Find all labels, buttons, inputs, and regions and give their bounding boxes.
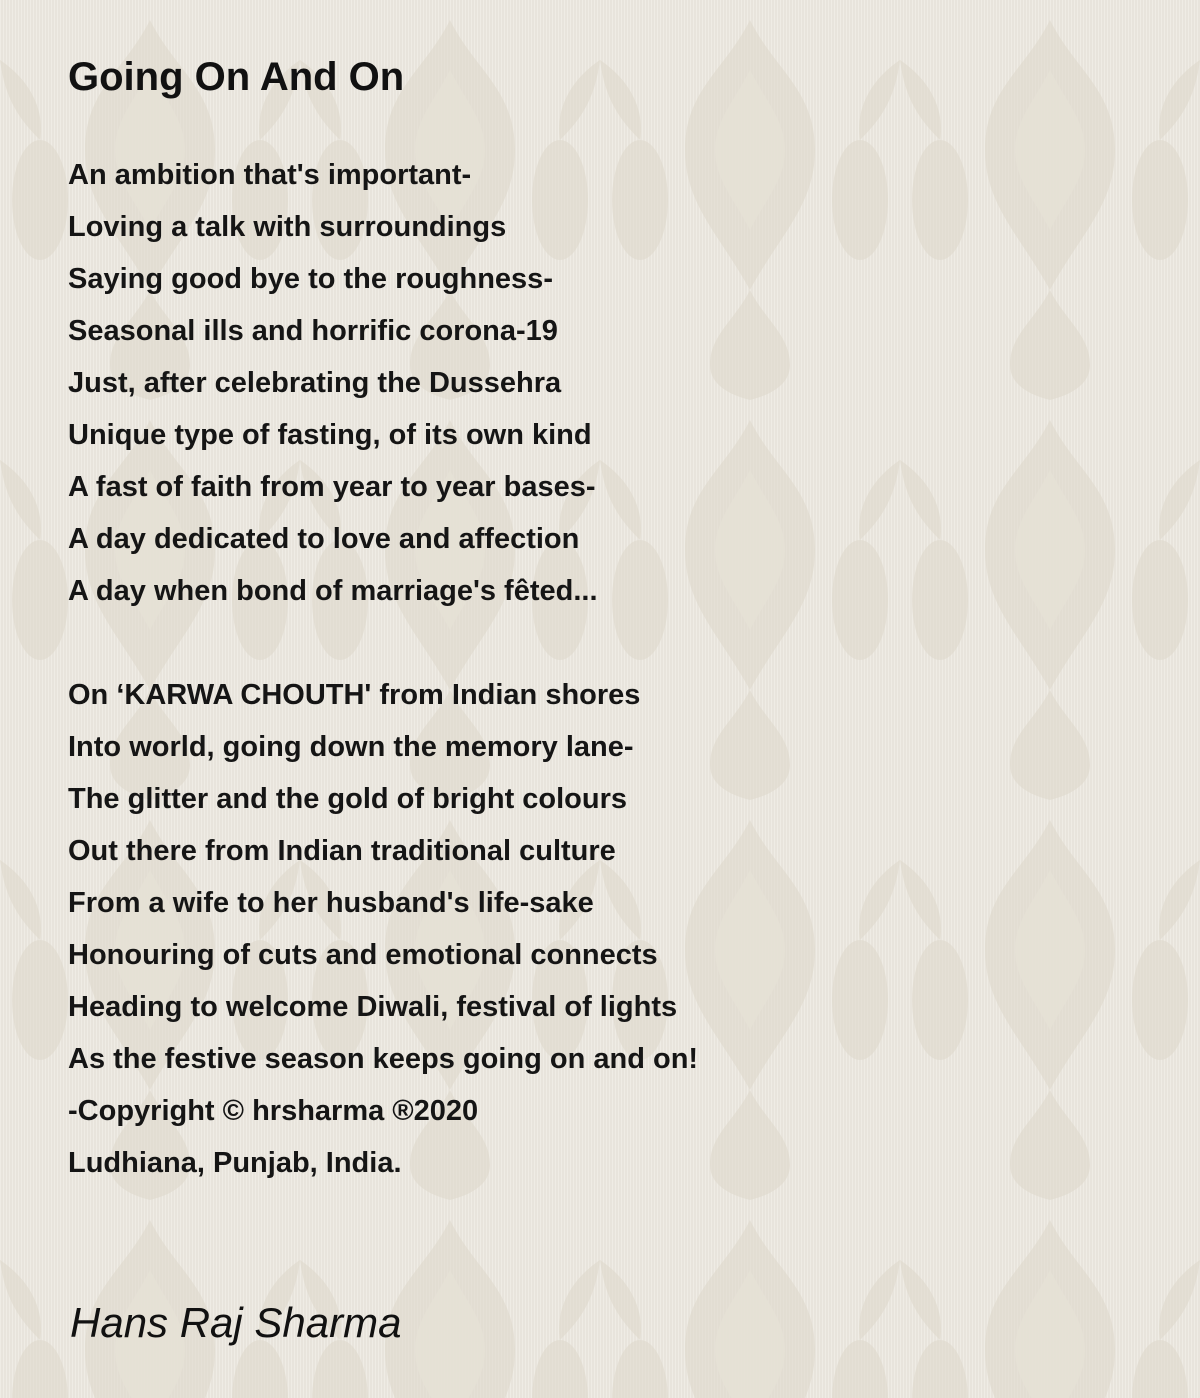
poem-line: A fast of faith from year to year bases-: [68, 471, 596, 503]
poem-line: From a wife to her husband's life-sake: [68, 887, 594, 919]
poem-line: Unique type of fasting, of its own kind: [68, 419, 592, 451]
poem-line: On ‘KARWA CHOUTH' from Indian shores: [68, 679, 641, 711]
poem-line: Into world, going down the memory lane-: [68, 731, 634, 763]
stanza-2: [68, 669, 698, 1189]
poem-line: An ambition that's important-: [68, 159, 472, 191]
poem-line: Honouring of cuts and emotional connects: [68, 939, 658, 971]
poem-line: A day when bond of marriage's fêted...: [68, 575, 598, 607]
poem-line: Out there from Indian traditional culture: [68, 835, 616, 867]
poem-line: The glitter and the gold of bright colours: [68, 783, 628, 815]
poem-line: Saying good bye to the roughness-: [68, 263, 553, 295]
poem-title: Going On And On: [68, 55, 405, 99]
poem-line: A day dedicated to love and affection: [68, 523, 580, 555]
poem-line: As the festive season keeps going on and on!: [68, 1043, 699, 1075]
poem-line: Heading to welcome Diwali, festival of lights: [68, 991, 678, 1023]
poem-line: Just, after celebrating the Dussehra: [68, 367, 562, 399]
poem-line: Loving a talk with surroundings: [68, 211, 507, 243]
copyright-line: -Copyright © hrsharma ®2020: [68, 1095, 479, 1127]
stanza-1: [68, 149, 598, 617]
author-name: Hans Raj Sharma: [70, 1299, 402, 1346]
poem-line: Seasonal ills and horrific corona-19: [68, 315, 558, 347]
location-line: Ludhiana, Punjab, India.: [68, 1147, 402, 1179]
